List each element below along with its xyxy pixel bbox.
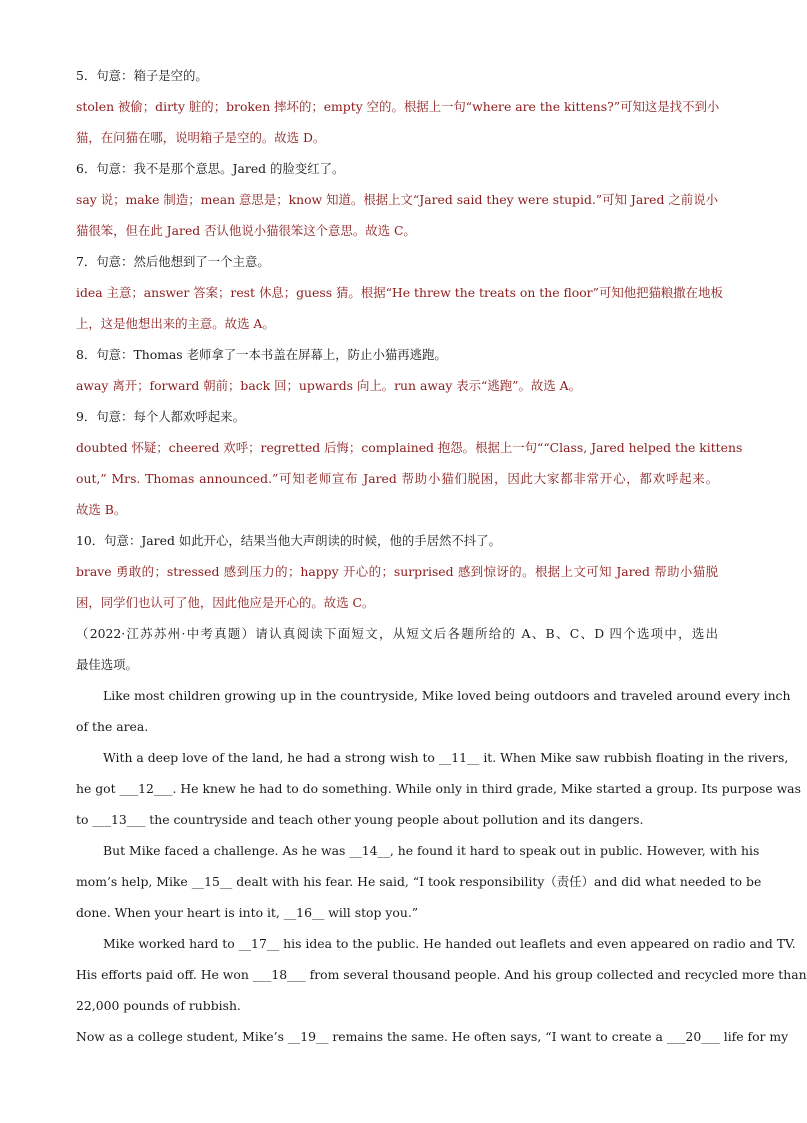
text-line: of the area. [76,719,149,734]
text-line: With a deep love of the land, he had a strong wish to __11__ it. When Mike saw rubbish floating in the rivers, [103,750,789,765]
text-line: to ___13___ the countryside and teach other young people about pollution and its dangers. [76,812,644,827]
text-line: 上，这是他想出来的主意。故选 A。 [76,316,275,331]
text-line: 最佳选项。 [76,657,138,672]
text-line: 5．句意：箱子是空的。 [76,68,208,83]
text-line: done. When your heart is into it, __16__ will stop you.” [76,905,419,920]
text-line: Like most children growing up in the countryside, Mike loved being outdoors and traveled around every inch [103,688,791,703]
text-line: he got ___12___. He knew he had to do something. While only in third grade, Mike started a group. Its purpose was [76,781,801,796]
text-line: say 说；make 制造；mean 意思是；know 知道。根据上文“Jared said they were stupid.”可知 Jared 之前说小 [76,192,718,207]
text-line: 猫，在问猫在哪，说明箱子是空的。故选 D。 [76,130,326,145]
text-line: Now as a college student, Mike’s __19__ remains the same. He often says, “I want to create a ___20___ life for my [76,1029,789,1044]
text-line: Mike worked hard to __17__ his idea to the public. He handed out leaflets and even appeared on radio and TV. [103,936,796,951]
text-line: away 离开；forward 朝前；back 回；upwards 向上。run away 表示“逃跑”。故选 A。 [76,378,581,393]
text-line: idea 主意；answer 答案；rest 休息；guess 猜。根据“He threw the treats on the floor”可知他把猫粮撒在地板 [76,285,723,300]
text-line: 9．句意：每个人都欢呼起来。 [76,409,245,424]
text-line: mom’s help, Mike __15__ dealt with his fear. He said, “I took responsibility（责任）and did what needed to be [76,874,762,889]
text-line: brave 勇敢的；stressed 感到压力的；happy 开心的；surprised 感到惊讶的。根据上文可知 Jared 帮助小猫脱 [76,564,718,579]
document-page [76,60,807,1052]
text-line: doubted 怀疑；cheered 欢呼；regretted 后悔；complained 抱怨。根据上一句““Class, Jared helped the kittens [76,440,743,455]
text-line: 困，同学们也认可了他，因此他应是开心的。故选 C。 [76,595,375,610]
text-line: His efforts paid off. He won ___18___ from several thousand people. And his group collected and recycled more than [76,967,807,982]
text-line: 22,000 pounds of rubbish. [76,998,241,1013]
text-line: But Mike faced a challenge. As he was __14__, he found it hard to speak out in public. However, with his [103,843,760,858]
text-line: 7．句意：然后他想到了一个主意。 [76,254,270,269]
text-line: 8．句意：Thomas 老师拿了一本书盖在屏幕上，防止小猫再逃跑。 [76,347,447,362]
text-line: 6．句意：我不是那个意思。Jared 的脸变红了。 [76,161,345,176]
text-line: （2022·江苏苏州·中考真题）请认真阅读下面短文，从短文后各题所给的 A、B、C、D 四个选项中，选出 [76,626,718,641]
text-line: 猫很笨，但在此 Jared 否认他说小猫很笨这个意思。故选 C。 [76,223,416,238]
text-line: stolen 被偷；dirty 脏的；broken 摔坏的；empty 空的。根据上一句“where are the kittens?”可知这是找不到小 [76,99,720,114]
text-line: 10．句意：Jared 如此开心，结果当他大声朗读的时候，他的手居然不抖了。 [76,533,501,548]
text-line: out,” Mrs. Thomas announced.”可知老师宣布 Jared 帮助小猫们脱困，因此大家都非常开心，都欢呼起来。 [76,471,718,486]
text-line: 故选 B。 [76,502,127,517]
